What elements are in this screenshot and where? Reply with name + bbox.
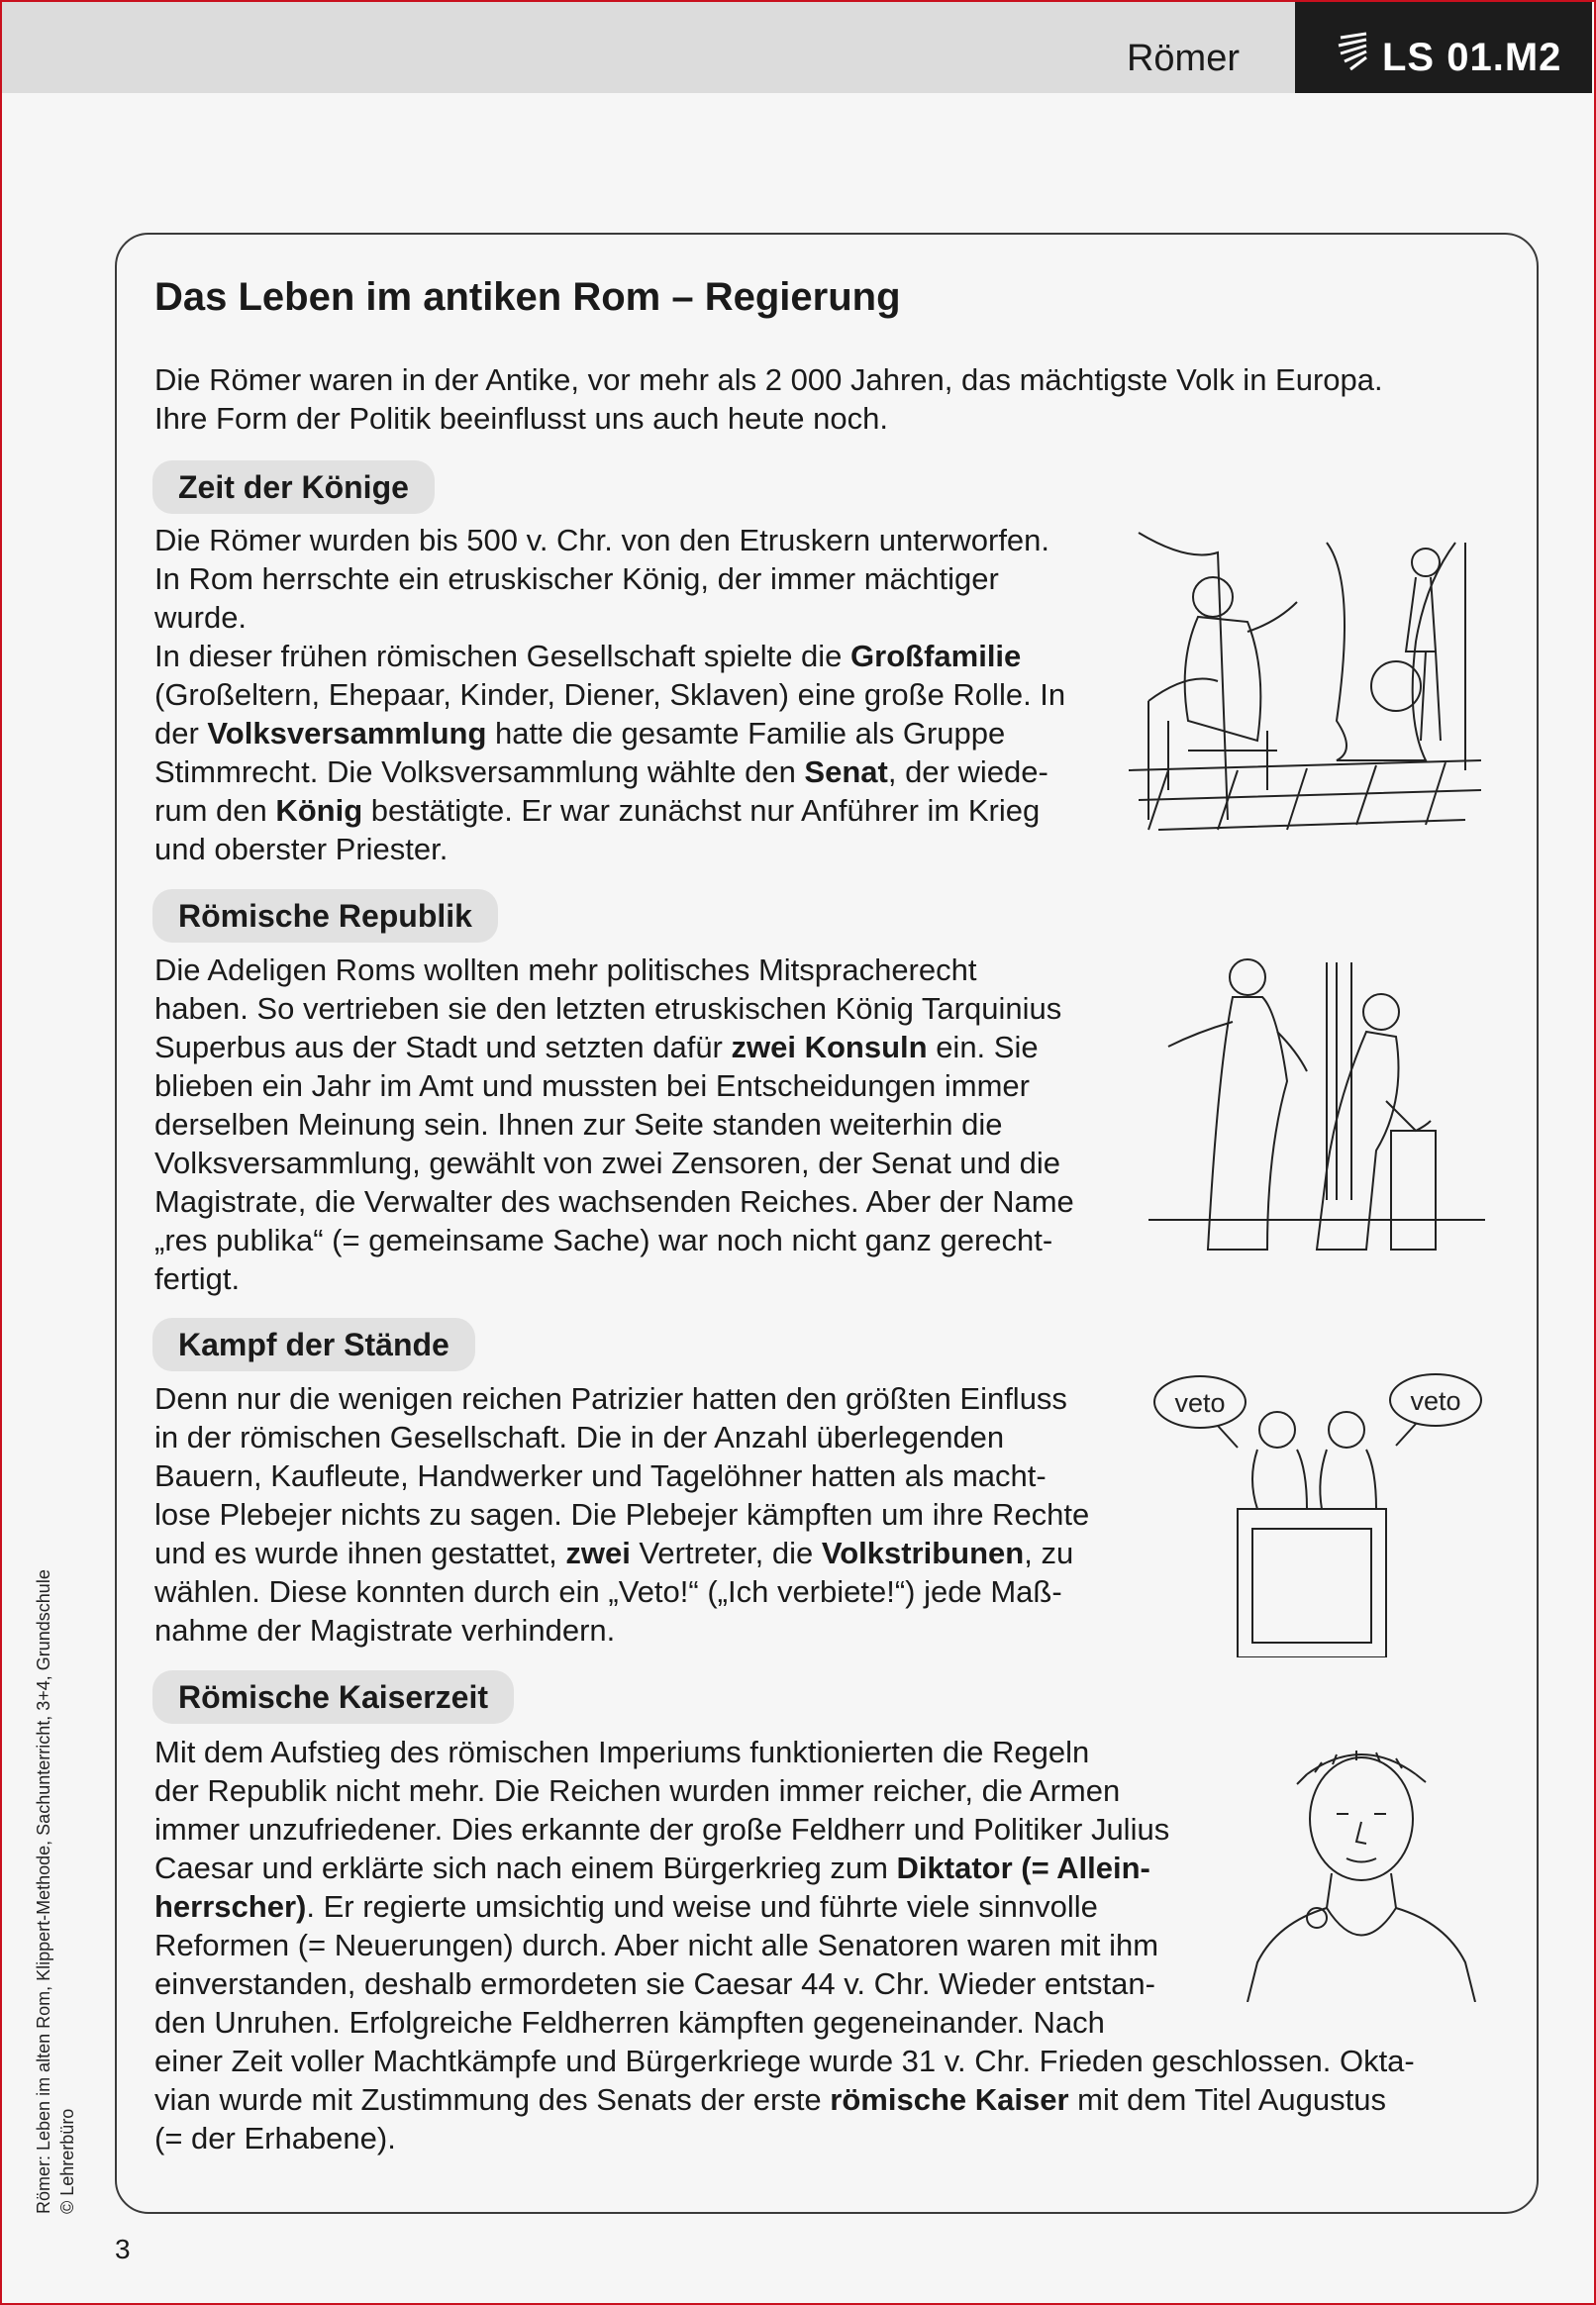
text-line [154,1144,1074,1182]
text-run: Vertreter, die [630,1536,822,1570]
page-title: Das Leben im antiken Rom – Regierung [154,275,901,319]
consuls-illustration [1139,952,1485,1264]
text-line [154,1771,1415,1810]
copyright-credit [32,1569,79,2214]
worksheet-code: LS 01.M2 [1382,36,1562,79]
text-line [154,598,1065,637]
text-run: Superbus aus der Stadt und setzten dafür [154,1030,732,1064]
text-run: Mit dem Aufstieg des römischen Imperiums funktionierten die Regeln [154,1735,1090,1769]
text-run: einer Zeit voller Machtkämpfe und Bürgerkriege wurde 31 v. Chr. Frieden geschlossen. Okta- [154,2044,1415,2078]
text-run: Die Römer wurden bis 500 v. Chr. von den Etruskern unterworfen. [154,523,1050,557]
text-run: fertigt. [154,1261,241,1296]
tribunes-illustration [1148,1370,1485,1657]
text-run: Caesar und erklärte sich nach einem Bürgerkrieg zum [154,1851,897,1885]
bold-term: Volksversammlung [207,716,487,751]
text-run: (= der Erhabene). [154,2121,396,2155]
text-line [154,521,1065,559]
section-text-republik [154,951,1074,1298]
text-run: mit dem Titel Augustus [1068,2082,1387,2117]
text-run: und oberster Priester. [154,832,449,866]
text-line [154,791,1065,830]
text-line [154,2080,1415,2119]
text-run: einverstanden, deshalb ermordeten sie Caesar 44 v. Chr. Wieder entstan- [154,1966,1155,2001]
speech-bubble-text: veto [1410,1386,1461,1416]
text-line [154,989,1074,1028]
text-run: In dieser frühen römischen Gesellschaft spielte die [154,639,851,673]
text-line [154,2003,1415,2042]
text-line [154,1849,1415,1887]
text-run: rum den [154,793,276,828]
text-run: Reformen (= Neuerungen) durch. Aber nicht alle Senatoren waren mit ihm [154,1928,1159,1962]
text-line [154,752,1065,791]
section-text-koenige [154,521,1065,868]
text-line [154,1964,1415,2003]
text-line [154,1810,1415,1849]
credit-line: Römer: Leben im alten Rom, Klippert-Methode, Sachunterricht, 3+4, Grundschule [34,1569,53,2214]
section-heading-koenige: Zeit der Könige [152,460,435,514]
text-run: , zu [1024,1536,1074,1570]
text-run: „res publika“ (= gemeinsame Sache) war noch nicht ganz gerecht- [154,1223,1053,1257]
section-heading-staende: Kampf der Stände [152,1318,475,1371]
text-run: den Unruhen. Erfolgreiche Feldherren kämpften gegeneinander. Nach [154,2005,1105,2040]
emperor-illustration [1238,1735,1485,2002]
text-run: hatte die gesamte Familie als Gruppe [486,716,1006,751]
text-line [154,951,1074,989]
text-line [154,1611,1089,1650]
bold-term: zwei [565,1536,631,1570]
text-line [154,1259,1074,1298]
text-run: . Er regierte umsichtig und weise und führte viele sinnvolle [306,1889,1098,1924]
text-run: wurde. [154,600,248,635]
speech-bubble-text: veto [1174,1388,1226,1418]
text-line [154,1418,1089,1456]
text-line [154,1066,1074,1105]
section-text-staende [154,1379,1089,1650]
section-heading-kaiserzeit: Römische Kaiserzeit [152,1670,514,1724]
text-run: bestätigte. Er war zunächst nur Anführer im Krieg [362,793,1041,828]
text-run: vian wurde mit Zustimmung des Senats der erste [154,2082,831,2117]
text-line [154,1926,1415,1964]
text-run: , der wiede- [887,754,1048,789]
text-run: nahme der Magistrate verhindern. [154,1613,616,1648]
bold-term: herrscher) [154,1889,307,1924]
king-illustration [1129,523,1481,840]
intro-paragraph [154,360,1383,438]
text-line [154,830,1065,868]
text-line [154,1495,1089,1534]
text-line [154,1887,1415,1926]
bold-term: Großfamilie [850,639,1022,673]
text-run: in der römischen Gesellschaft. Die in der Anzahl überlegenden [154,1420,1005,1454]
text-run: der Republik nicht mehr. Die Reichen wurden immer reicher, die Armen [154,1773,1121,1808]
text-run: Denn nur die wenigen reichen Patrizier hatten den größten Einfluss [154,1381,1067,1416]
bold-term: Diktator (= Allein- [896,1851,1150,1885]
text-line [154,1182,1074,1221]
pen-icon [1337,32,1372,71]
text-line [154,2042,1415,2080]
text-run: Bauern, Kaufleute, Handwerker und Tagelöhner hatten als macht- [154,1458,1047,1493]
page-number: 3 [115,2234,131,2264]
text-line [154,1379,1089,1418]
text-line [154,559,1065,598]
text-run: derselben Meinung sein. Ihnen zur Seite standen weiterhin die [154,1107,1003,1142]
bold-term: zwei Konsuln [731,1030,928,1064]
text-run: und es wurde ihnen gestattet, [154,1536,566,1570]
text-line [154,637,1065,675]
text-run: Stimmrecht. Die Volksversammlung wählte den [154,754,805,789]
text-run: In Rom herrschte ein etruskischer König, der immer mächtiger [154,561,999,596]
text-run: wählen. Diese konnten durch ein „Veto!“ („Ich verbiete!“) jede Maß- [154,1574,1062,1609]
bold-term: römische Kaiser [830,2082,1069,2117]
credit-line: © Lehrerbüro [57,2108,77,2214]
bold-term: Senat [804,754,888,789]
text-line [154,1221,1074,1259]
text-run: lose Plebejer nichts zu sagen. Die Plebejer kämpften um ihre Rechte [154,1497,1090,1532]
header-subject: Römer [1126,38,1240,79]
text-line [154,1733,1415,1771]
text-run: Die Adeligen Roms wollten mehr politisches Mitspracherecht [154,952,977,987]
text-run: haben. So vertrieben sie den letzten etruskischen König Tarquinius [154,991,1062,1026]
text-line [154,2119,1415,2157]
text-line [154,1572,1089,1611]
text-run: Magistrate, die Verwalter des wachsenden Reiches. Aber der Name [154,1184,1074,1219]
bold-term: König [275,793,363,828]
header-code-box [1295,2,1592,93]
text-line [154,714,1065,752]
text-line [154,1534,1089,1572]
text-line [154,1105,1074,1144]
text-run: immer unzufriedener. Dies erkannte der große Feldherr und Politiker Julius [154,1812,1170,1847]
section-text-kaiserzeit [154,1733,1415,2157]
section-heading-republik: Römische Republik [152,889,498,943]
text-line [154,1028,1074,1066]
text-run: ein. Sie [927,1030,1039,1064]
intro-line: Die Römer waren in der Antike, vor mehr als 2 000 Jahren, das mächtigste Volk in Europa. [154,362,1383,397]
text-run: (Großeltern, Ehepaar, Kinder, Diener, Sklaven) eine große Rolle. In [154,677,1066,712]
header-bar [2,2,1592,93]
text-line [154,675,1065,714]
text-run: Volksversammlung, gewählt von zwei Zensoren, der Senat und die [154,1146,1060,1180]
text-run: der [154,716,208,751]
bold-term: Volkstribunen [821,1536,1025,1570]
text-run: blieben ein Jahr im Amt und mussten bei Entscheidungen immer [154,1068,1030,1103]
intro-line: Ihre Form der Politik beeinflusst uns auch heute noch. [154,401,888,436]
text-line [154,1456,1089,1495]
